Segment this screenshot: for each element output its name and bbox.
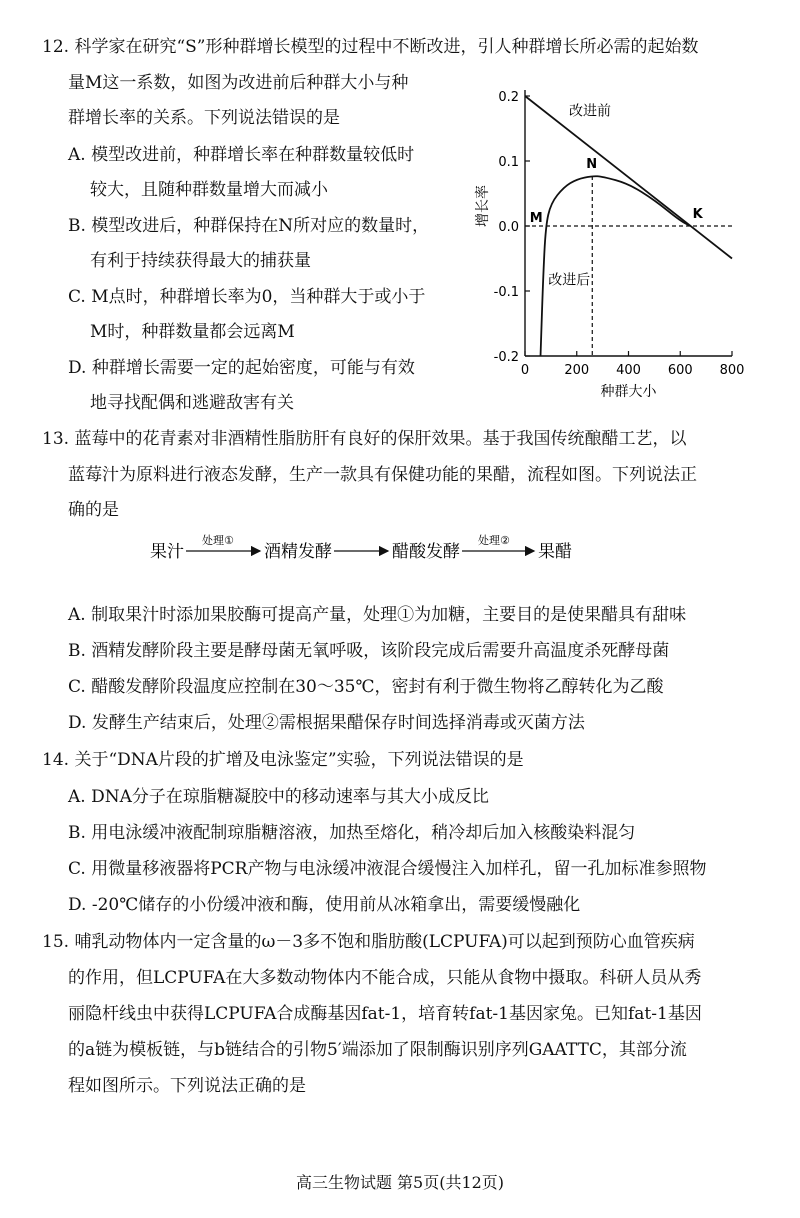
q13-stem-line2: 蓝莓汁为原料进行液态发酵，生产一款具有保健功能的果醋，流程如图。下列说法正	[68, 465, 697, 485]
vinegar-flow-diagram	[150, 530, 650, 570]
q13-stem-line3: 确的是	[68, 500, 119, 520]
series-before-label: 改进前	[568, 103, 611, 120]
flow-process-1: 处理①	[202, 534, 234, 547]
y-tick-label: 0.1	[498, 155, 519, 170]
flow-step-vinegar: 果醋	[538, 542, 572, 562]
q15-stem-line4: 的a链为模板链，与b链结合的引物5′端添加了限制酶识别序列GAATTC，其部分流	[68, 1040, 687, 1060]
y-tick-label: 0.0	[498, 220, 519, 235]
x-tick-label: 400	[616, 363, 641, 378]
growth-rate-chart	[470, 78, 770, 408]
q12-stem-line3: 群增长率的关系。下列说法错误的是	[68, 108, 340, 128]
page-footer: 高三生物试题 第5页(共12页)	[295, 1173, 505, 1192]
q12-option-c-cont: M时，种群数量都会远离M	[90, 322, 295, 342]
y-tick-label: -0.2	[493, 350, 519, 365]
x-tick-label: 0	[520, 363, 530, 378]
q15-stem-line3: 丽隐杆线虫中获得LCPUFA合成酶基因fat-1，培育转fat-1基因家兔。已知fat-1基因	[68, 1004, 702, 1024]
q12-option-d: D. 种群增长需要一定的起始密度，可能与有效	[68, 358, 415, 378]
q14-option-a: A. DNA分子在琼脂糖凝胶中的移动速率与其大小成反比	[68, 787, 489, 807]
q15-stem-line5: 程如图所示。下列说法正确的是	[68, 1076, 306, 1096]
series-after-curve	[541, 176, 691, 356]
x-tick-label: 200	[564, 363, 590, 378]
flow-process-2: 处理②	[478, 534, 510, 547]
flow-step-alcohol: 酒精发酵	[264, 542, 332, 562]
flow-step-juice: 果汁	[150, 542, 184, 562]
flow-step-acetic: 醋酸发酵	[392, 542, 460, 562]
point-label-k: K	[692, 207, 703, 222]
q12-option-d-cont: 地寻找配偶和逃避敌害有关	[90, 393, 294, 413]
y-tick-label: -0.1	[493, 285, 519, 300]
q15-stem-line2: 的作用，但LCPUFA在大多数动物体内不能合成，只能从食物中摄取。科研人员从秀	[68, 968, 702, 988]
q12-option-a-cont: 较大，且随种群数量增大而减小	[90, 180, 328, 200]
q12-stem-line1: 12. 科学家在研究“S”形种群增长模型的过程中不断改进，引人种群增长所必需的起始数	[42, 37, 699, 57]
y-tick-label: 0.2	[498, 90, 519, 105]
q13-option-c: C. 醋酸发酵阶段温度应控制在30～35℃，密封有利于微生物将乙醇转化为乙酸	[68, 677, 664, 697]
q15-stem-line1: 15. 哺乳动物体内一定含量的ω－3多不饱和脂肪酸(LCPUFA)可以起到预防心血管疾病	[42, 932, 695, 952]
q12-option-b-cont: 有利于持续获得最大的捕获量	[90, 251, 311, 271]
x-tick-label: 800	[719, 363, 745, 378]
series-before-line	[525, 96, 732, 259]
q14-option-d: D. -20℃储存的小份缓冲液和酶，使用前从冰箱拿出，需要缓慢融化	[68, 895, 581, 915]
q13-option-a: A. 制取果汁时添加果胶酶可提高产量，处理①为加糖，主要目的是使果醋具有甜味	[68, 605, 687, 625]
x-tick-label: 600	[667, 363, 693, 378]
q12-option-c: C. M点时，种群增长率为0，当种群大于或小于	[68, 287, 426, 307]
q13-option-d: D. 发酵生产结束后，处理②需根据果醋保存时间选择消毒或灭菌方法	[68, 713, 585, 733]
q14-option-c: C. 用微量移液器将PCR产物与电泳缓冲液混合缓慢注入加样孔，留一孔加标准参照物	[68, 859, 707, 879]
q14-stem: 14. 关于“DNA片段的扩增及电泳鉴定”实验，下列说法错误的是	[42, 750, 524, 770]
q12-option-a: A. 模型改进前，种群增长率在种群数量较低时	[68, 145, 415, 165]
q12-option-b: B. 模型改进后，种群保持在N所对应的数量时，	[68, 216, 430, 236]
series-after-label: 改进后	[548, 272, 591, 289]
q14-option-b: B. 用电泳缓冲液配制琼脂糖溶液，加热至熔化，稍冷却后加入核酸染料混匀	[68, 823, 636, 843]
q13-option-b: B. 酒精发酵阶段主要是酵母菌无氧呼吸，该阶段完成后需要升高温度杀死酵母菌	[68, 641, 670, 661]
q13-stem-line1: 13. 蓝莓中的花青素对非酒精性脂肪肝有良好的保肝效果。基于我国传统酿醋工艺，以	[42, 429, 687, 449]
point-label-n: N	[586, 156, 598, 172]
x-axis-label: 种群大小	[600, 384, 657, 400]
point-label-m: M	[529, 211, 543, 226]
y-axis-label: 增长率	[475, 185, 491, 227]
q12-stem-line2: 量M这一系数，如图为改进前后种群大小与种	[68, 73, 409, 93]
